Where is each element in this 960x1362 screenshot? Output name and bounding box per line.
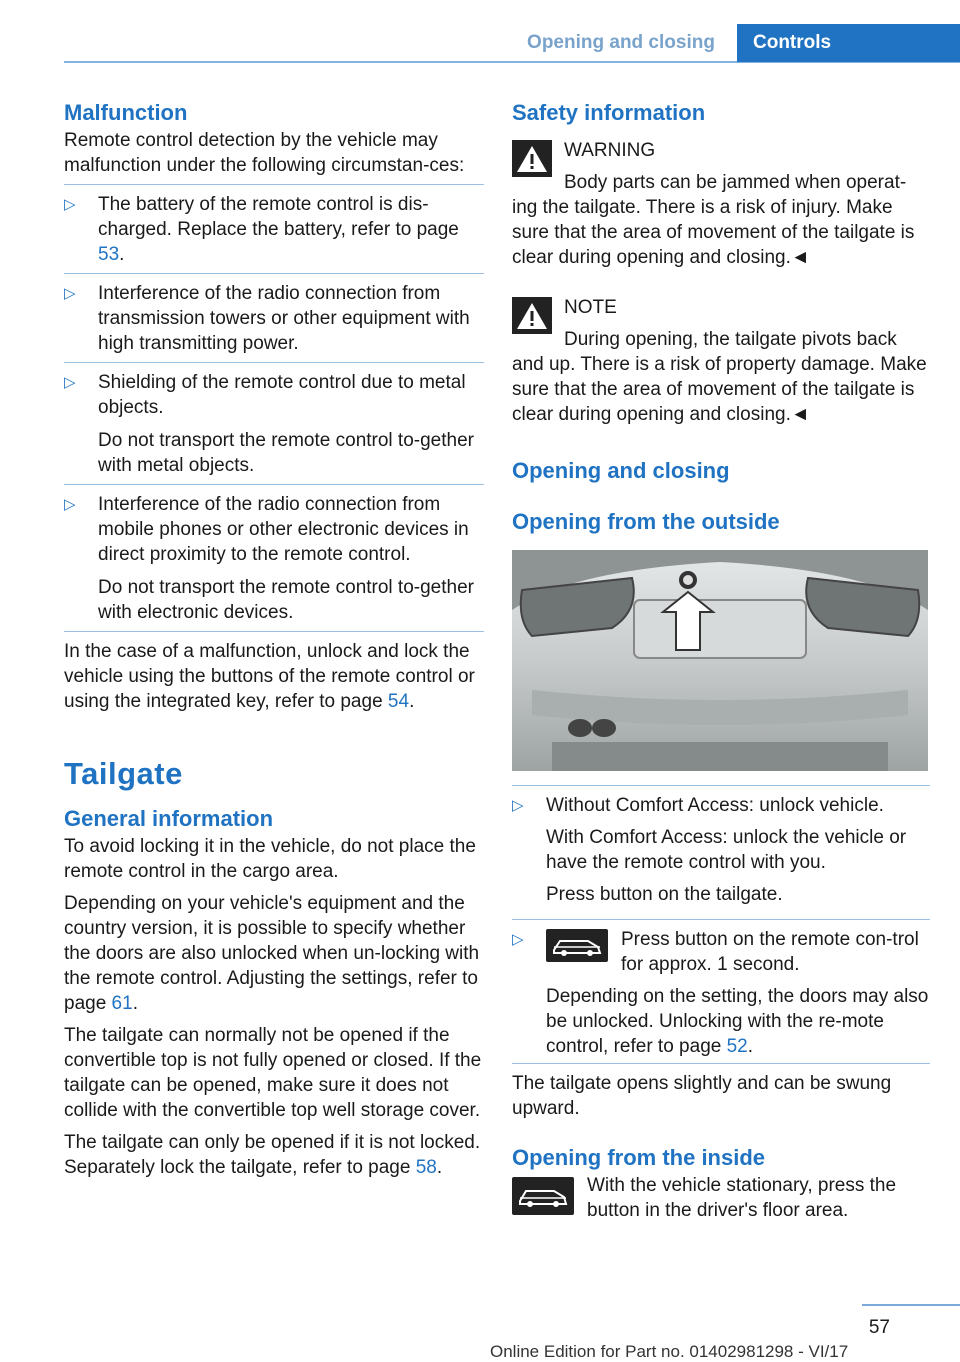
page-link[interactable]: 54 [387,691,410,712]
divider [512,785,930,786]
divider [64,184,484,185]
footer-rule [862,1304,960,1306]
opening-closing-heading: Opening and closing [512,458,730,483]
para-text: The tailgate can only be opened if it is not locked. Separately lock the tailgate, refer to page [64,1132,481,1178]
page-footer [0,1304,960,1362]
list-item-text: Press button on the remote con-trol for approx. 1 second. [621,929,919,975]
list-item [64,281,484,356]
tailgate-heading: Tailgate [64,756,183,791]
page-link[interactable]: 53 [98,244,120,265]
warning-label: WARNING [564,140,656,161]
triangle-bullet-icon: ▷ [64,374,76,391]
divider [64,362,484,363]
list-item-subtext: Do not transport the remote control to-gether with metal objects. [98,430,474,476]
note-label: NOTE [564,297,617,318]
page-header [0,24,960,62]
tailgate-button-icon [546,929,608,962]
divider [512,919,930,920]
note-block [512,295,930,320]
tailgate-button-icon [512,1177,574,1215]
page-link[interactable]: 58 [415,1157,437,1178]
general-info-heading: General information [64,806,274,831]
malfunction-outro: In the case of a malfunction, unlock and lock the vehicle using the buttons of the remote control or using the integrated key, refer to page 54. [64,641,475,712]
warning-text: Body parts can be jammed when operat-ing the tailgate. There is a risk of injury. Make sure that the area of movement of the tailgate is clear during opening and closing.◄ [512,172,915,268]
right-column [512,98,930,1223]
safety-info-heading: Safety information [512,100,706,125]
list-item-subtext: Do not transport the remote control to-gether with electronic devices. [98,577,474,623]
triangle-bullet-icon: ▷ [512,797,524,814]
page-number: 57 [868,1317,890,1338]
list-item [512,793,930,907]
list-item-text: Without Comfort Access: unlock vehicle. [546,795,884,816]
button-instruction [546,927,930,977]
sub-text: Depending on the setting, the doors may also be unlocked. Unlocking with the re-mote control, refer to page [546,986,929,1057]
tailgate-para-2: Depending on your vehicle's equipment and the country version, it is possible to specify whether the doors are also unlocked when un-locking with the remote control. Adjusting the settings, refer to page 61. [64,893,480,1014]
list-item-text: Interference of the radio connection from transmission towers or other equipment with high transmitting power. [98,283,470,354]
list-item [512,927,930,1059]
list-item [64,492,484,625]
list-item-text: Interference of the radio connection from mobile phones or other electronic devices in direct proximity to the remote control. [98,494,469,565]
page-link[interactable]: 52 [726,1036,748,1057]
malfunction-intro: Remote control detection by the vehicle may malfunction under the following circumstan-ces: [64,130,465,176]
triangle-bullet-icon: ▷ [512,931,524,948]
note-text: During opening, the tailgate pivots back and up. There is a risk of property damage. Make sure that the area of movement of the tailgate is clear during opening and closing.◄ [512,329,927,425]
tailgate-para-3: The tailgate can normally not be opened if the convertible top is not fully opened or closed. If the tailgate can be opened, make sure it does not collide with the convertible top well storage cover. [64,1025,482,1121]
left-column [64,98,484,1180]
malfunction-heading: Malfunction [64,100,188,125]
para-text: Depending on your vehicle's equipment and the country version, it is possible to specify whether the doors are also unlocked when un-locking with the remote control. Adjusting the settings, refer to page [64,893,480,1014]
triangle-bullet-icon: ▷ [64,196,76,213]
tailgate-para-1: To avoid locking it in the vehicle, do not place the remote control in the cargo area. [64,836,476,882]
list-item: ▷ The battery of the remote control is dis-charged. Replace the battery, refer to page 53. [64,194,459,265]
inside-instruction [512,1173,930,1223]
car-rear-image [512,550,928,771]
list-item-subtext: With Comfort Access: unlock the vehicle or have the remote control with you. [546,827,907,873]
list-item-subtext: Press button on the tailgate. [546,884,783,905]
divider [64,484,484,485]
divider [64,631,484,632]
tailgate-para-4: The tailgate can only be opened if it is not locked. Separately lock the tailgate, refer to page 58. [64,1132,481,1178]
header-rule [64,61,960,63]
list-item-subtext: Depending on the setting, the doors may also be unlocked. Unlocking with the re-mote control, refer to page 52. [546,986,929,1057]
section-tab[interactable]: Opening and closing [527,32,715,53]
warning-block [512,138,930,163]
triangle-bullet-icon: ▷ [64,496,76,513]
warning-triangle-icon [512,140,552,177]
list-item-text: The battery of the remote control is dis-charged. Replace the battery, refer to page [98,194,459,240]
warning-triangle-icon [512,297,552,334]
list-item [64,370,484,478]
divider [512,1063,930,1064]
page-link[interactable]: 61 [111,993,133,1014]
chapter-tab[interactable]: Controls [737,24,960,62]
outro-text: In the case of a malfunction, unlock and lock the vehicle using the buttons of the remote control or using the integrated key, refer to page [64,641,475,712]
inside-text: With the vehicle stationary, press the button in the driver's floor area. [587,1175,897,1221]
triangle-bullet-icon: ▷ [64,285,76,302]
opening-inside-heading: Opening from the inside [512,1145,766,1170]
divider [64,273,484,274]
tailgate-opens-text: The tailgate opens slightly and can be swung upward. [512,1073,892,1119]
list-item-text: Shielding of the remote control due to metal objects. [98,372,466,418]
opening-outside-heading: Opening from the outside [512,509,780,534]
edition-text: Online Edition for Part no. 01402981298 - VI/17 [490,1342,849,1361]
